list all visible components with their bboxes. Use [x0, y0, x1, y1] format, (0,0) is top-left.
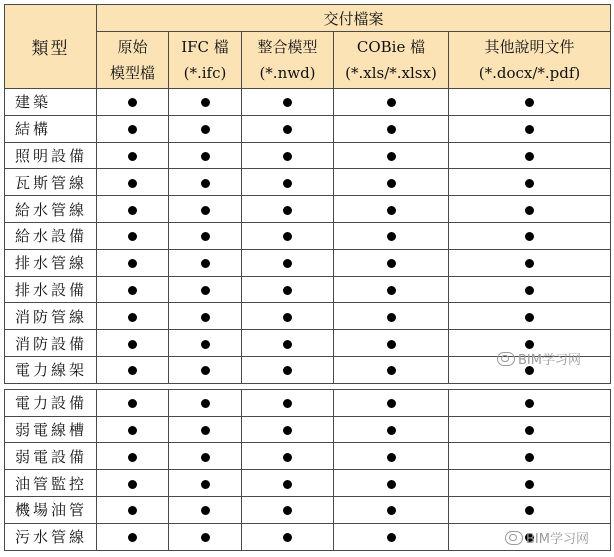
table-row	[5, 416, 611, 443]
filled-dot-icon	[201, 232, 210, 241]
row-type-name: 弱電設備	[5, 443, 97, 470]
filled-dot-icon	[128, 206, 137, 215]
delivery-mark-cell	[449, 196, 611, 223]
filled-dot-icon	[283, 152, 292, 161]
filled-dot-icon	[128, 313, 137, 322]
delivery-mark-cell	[169, 169, 242, 196]
delivery-mark-cell	[334, 443, 449, 470]
delivery-mark-cell	[334, 115, 449, 142]
delivery-mark-cell	[97, 222, 169, 249]
row-type-name: 排水設備	[5, 276, 97, 303]
table-row	[5, 276, 611, 303]
row-type-name: 建築	[5, 89, 97, 116]
row-type-name: 機場油管	[5, 496, 97, 523]
delivery-mark-cell	[169, 416, 242, 443]
delivery-files-table-container	[4, 4, 610, 551]
delivery-mark-cell	[242, 142, 334, 169]
filled-dot-icon	[525, 98, 534, 107]
delivery-mark-cell	[169, 89, 242, 116]
delivery-mark-cell	[169, 142, 242, 169]
delivery-mark-cell	[334, 356, 449, 383]
delivery-mark-cell	[449, 115, 611, 142]
delivery-mark-cell	[334, 416, 449, 443]
filled-dot-icon	[387, 399, 396, 408]
row-type-name: 消防設備	[5, 330, 97, 357]
delivery-mark-cell	[169, 470, 242, 497]
delivery-files-table	[4, 4, 611, 551]
delivery-mark-cell	[449, 142, 611, 169]
filled-dot-icon	[128, 453, 137, 462]
delivery-mark-cell	[242, 169, 334, 196]
delivery-mark-cell	[242, 330, 334, 357]
filled-dot-icon	[525, 125, 534, 134]
row-type-name: 弱電線槽	[5, 416, 97, 443]
column-header-cobie	[334, 32, 449, 89]
filled-dot-icon	[283, 206, 292, 215]
filled-dot-icon	[283, 506, 292, 515]
table-header	[5, 5, 611, 89]
filled-dot-icon	[283, 399, 292, 408]
table-row	[5, 249, 611, 276]
filled-dot-icon	[387, 259, 396, 268]
delivery-mark-cell	[449, 169, 611, 196]
delivery-mark-cell	[242, 115, 334, 142]
filled-dot-icon	[201, 340, 210, 349]
chat-bubble-icon	[505, 531, 523, 545]
delivery-mark-cell	[169, 276, 242, 303]
delivery-mark-cell	[242, 356, 334, 383]
delivery-mark-cell	[97, 523, 169, 550]
delivery-mark-cell	[97, 470, 169, 497]
column-header-line2: (*.xls/*.xlsx)	[345, 64, 437, 82]
type-column-header: 類型	[5, 5, 97, 89]
row-type-name: 照明設備	[5, 142, 97, 169]
delivery-mark-cell	[449, 222, 611, 249]
filled-dot-icon	[201, 313, 210, 322]
filled-dot-icon	[201, 125, 210, 134]
delivery-mark-cell	[97, 249, 169, 276]
delivery-mark-cell	[334, 303, 449, 330]
delivery-mark-cell	[449, 443, 611, 470]
row-type-name: 給水設備	[5, 222, 97, 249]
table-row	[5, 89, 611, 116]
row-type-name: 油管監控	[5, 470, 97, 497]
filled-dot-icon	[525, 286, 534, 295]
delivery-mark-cell	[334, 276, 449, 303]
filled-dot-icon	[283, 98, 292, 107]
filled-dot-icon	[201, 366, 210, 375]
column-header-line2: 模型檔	[109, 64, 155, 82]
delivery-mark-cell	[169, 222, 242, 249]
filled-dot-icon	[128, 533, 137, 542]
filled-dot-icon	[525, 313, 534, 322]
filled-dot-icon	[128, 259, 137, 268]
column-header-ifc	[169, 32, 242, 89]
delivery-mark-cell	[449, 249, 611, 276]
delivery-mark-cell	[449, 303, 611, 330]
table-body	[5, 89, 611, 551]
filled-dot-icon	[387, 286, 396, 295]
delivery-mark-cell	[97, 330, 169, 357]
delivery-mark-cell	[169, 115, 242, 142]
filled-dot-icon	[128, 399, 137, 408]
filled-dot-icon	[128, 426, 137, 435]
row-type-name: 電力線架	[5, 356, 97, 383]
table-row	[5, 470, 611, 497]
filled-dot-icon	[525, 179, 534, 188]
column-header-line2: (*.ifc)	[183, 64, 227, 82]
filled-dot-icon	[525, 506, 534, 515]
delivery-mark-cell	[97, 115, 169, 142]
delivery-mark-cell	[449, 89, 611, 116]
table-row	[5, 303, 611, 330]
filled-dot-icon	[525, 232, 534, 241]
filled-dot-icon	[283, 179, 292, 188]
delivery-mark-cell	[242, 523, 334, 550]
delivery-mark-cell	[97, 303, 169, 330]
watermark-text: BIM学习网	[518, 353, 581, 368]
row-type-name: 結構	[5, 115, 97, 142]
watermark	[497, 349, 581, 368]
filled-dot-icon	[387, 232, 396, 241]
filled-dot-icon	[387, 206, 396, 215]
filled-dot-icon	[283, 313, 292, 322]
filled-dot-icon	[201, 286, 210, 295]
filled-dot-icon	[128, 506, 137, 515]
table-row	[5, 169, 611, 196]
filled-dot-icon	[201, 453, 210, 462]
filled-dot-icon	[525, 259, 534, 268]
filled-dot-icon	[283, 232, 292, 241]
delivery-mark-cell	[242, 222, 334, 249]
filled-dot-icon	[525, 152, 534, 161]
delivery-mark-cell	[242, 276, 334, 303]
filled-dot-icon	[128, 480, 137, 489]
delivery-mark-cell	[169, 330, 242, 357]
filled-dot-icon	[283, 340, 292, 349]
delivery-mark-cell	[97, 169, 169, 196]
delivery-mark-cell	[334, 523, 449, 550]
filled-dot-icon	[128, 286, 137, 295]
delivery-mark-cell	[334, 89, 449, 116]
filled-dot-icon	[201, 98, 210, 107]
filled-dot-icon	[525, 340, 534, 349]
delivery-mark-cell	[334, 142, 449, 169]
filled-dot-icon	[201, 152, 210, 161]
delivery-mark-cell	[97, 443, 169, 470]
delivery-mark-cell	[449, 389, 611, 416]
column-header-original-model	[97, 32, 169, 89]
delivery-mark-cell	[334, 169, 449, 196]
filled-dot-icon	[525, 206, 534, 215]
delivery-mark-cell	[242, 443, 334, 470]
table-row	[5, 115, 611, 142]
filled-dot-icon	[201, 506, 210, 515]
filled-dot-icon	[387, 179, 396, 188]
delivery-mark-cell	[449, 276, 611, 303]
column-header-line1: 整合模型	[257, 38, 318, 56]
filled-dot-icon	[201, 399, 210, 408]
delivery-mark-cell	[169, 356, 242, 383]
delivery-mark-cell	[97, 276, 169, 303]
row-type-name: 污水管線	[5, 523, 97, 550]
delivery-mark-cell	[97, 89, 169, 116]
filled-dot-icon	[283, 125, 292, 134]
filled-dot-icon	[201, 533, 210, 542]
filled-dot-icon	[128, 366, 137, 375]
filled-dot-icon	[283, 453, 292, 462]
filled-dot-icon	[387, 366, 396, 375]
filled-dot-icon	[525, 399, 534, 408]
filled-dot-icon	[387, 313, 396, 322]
table-row	[5, 496, 611, 523]
delivery-mark-cell	[334, 330, 449, 357]
delivery-mark-cell	[169, 443, 242, 470]
delivery-mark-cell	[169, 523, 242, 550]
delivery-mark-cell	[97, 389, 169, 416]
row-type-name: 瓦斯管線	[5, 169, 97, 196]
column-header-nwd	[242, 32, 334, 89]
delivery-files-group-header: 交付檔案	[97, 5, 611, 32]
filled-dot-icon	[283, 533, 292, 542]
filled-dot-icon	[201, 426, 210, 435]
delivery-mark-cell	[242, 416, 334, 443]
delivery-mark-cell	[242, 470, 334, 497]
delivery-mark-cell	[97, 356, 169, 383]
delivery-mark-cell	[242, 196, 334, 223]
delivery-mark-cell	[449, 470, 611, 497]
filled-dot-icon	[387, 426, 396, 435]
filled-dot-icon	[128, 98, 137, 107]
column-header-line2: (*.nwd)	[259, 64, 316, 82]
delivery-mark-cell	[449, 496, 611, 523]
column-header-line1: IFC 檔	[181, 38, 229, 56]
filled-dot-icon	[128, 125, 137, 134]
column-header-line2: (*.docx/*.pdf)	[478, 64, 581, 82]
filled-dot-icon	[387, 506, 396, 515]
filled-dot-icon	[525, 426, 534, 435]
row-type-name: 給水管線	[5, 196, 97, 223]
delivery-mark-cell	[334, 496, 449, 523]
filled-dot-icon	[387, 453, 396, 462]
delivery-mark-cell	[242, 496, 334, 523]
delivery-mark-cell	[169, 496, 242, 523]
delivery-mark-cell	[242, 303, 334, 330]
row-type-name: 排水管線	[5, 249, 97, 276]
delivery-mark-cell	[334, 222, 449, 249]
row-type-name: 消防管線	[5, 303, 97, 330]
filled-dot-icon	[128, 232, 137, 241]
delivery-mark-cell	[449, 416, 611, 443]
table-row	[5, 142, 611, 169]
delivery-mark-cell	[334, 389, 449, 416]
delivery-mark-cell	[169, 303, 242, 330]
filled-dot-icon	[387, 152, 396, 161]
table-row	[5, 443, 611, 470]
filled-dot-icon	[387, 533, 396, 542]
filled-dot-icon	[201, 259, 210, 268]
filled-dot-icon	[128, 340, 137, 349]
column-header-line1: 原始	[117, 38, 148, 56]
column-header-line1: 其他說明文件	[484, 38, 575, 56]
column-header-other-docs	[449, 32, 611, 89]
watermark-text: BIM学习网	[526, 532, 589, 547]
delivery-mark-cell	[169, 196, 242, 223]
delivery-mark-cell	[334, 470, 449, 497]
delivery-mark-cell	[97, 142, 169, 169]
filled-dot-icon	[201, 206, 210, 215]
filled-dot-icon	[283, 480, 292, 489]
filled-dot-icon	[387, 480, 396, 489]
table-row	[5, 389, 611, 416]
delivery-mark-cell	[242, 89, 334, 116]
watermark	[505, 528, 589, 547]
delivery-mark-cell	[334, 249, 449, 276]
row-type-name: 電力設備	[5, 389, 97, 416]
chat-bubble-icon	[497, 352, 515, 366]
filled-dot-icon	[525, 453, 534, 462]
filled-dot-icon	[387, 125, 396, 134]
delivery-mark-cell	[97, 196, 169, 223]
delivery-mark-cell	[97, 416, 169, 443]
table-row	[5, 222, 611, 249]
filled-dot-icon	[387, 340, 396, 349]
filled-dot-icon	[283, 366, 292, 375]
filled-dot-icon	[201, 480, 210, 489]
delivery-mark-cell	[242, 249, 334, 276]
delivery-mark-cell	[97, 496, 169, 523]
filled-dot-icon	[387, 98, 396, 107]
filled-dot-icon	[283, 286, 292, 295]
filled-dot-icon	[128, 179, 137, 188]
column-header-line1: COBie 檔	[356, 38, 426, 56]
delivery-mark-cell	[169, 249, 242, 276]
filled-dot-icon	[201, 179, 210, 188]
filled-dot-icon	[283, 259, 292, 268]
delivery-mark-cell	[242, 389, 334, 416]
table-row	[5, 196, 611, 223]
filled-dot-icon	[283, 426, 292, 435]
delivery-mark-cell	[169, 389, 242, 416]
filled-dot-icon	[525, 480, 534, 489]
filled-dot-icon	[128, 152, 137, 161]
delivery-mark-cell	[334, 196, 449, 223]
